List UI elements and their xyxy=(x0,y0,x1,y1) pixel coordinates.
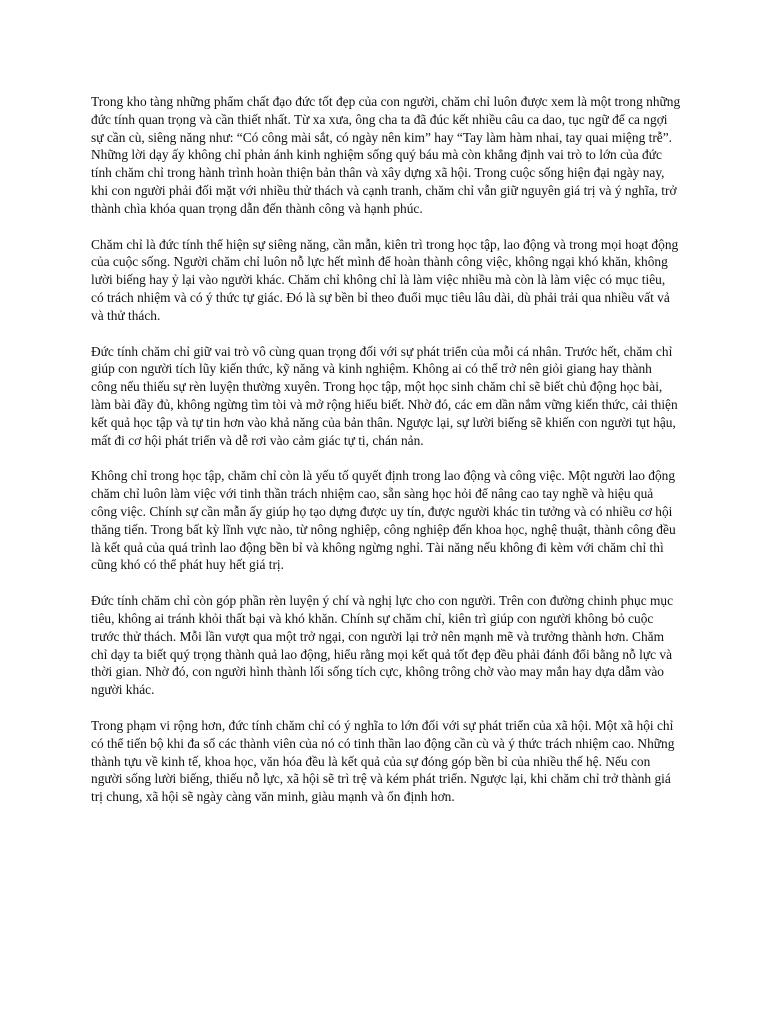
document-body xyxy=(91,93,681,824)
paragraph-1: Trong kho tàng những phẩm chất đạo đức tốt đẹp của con người, chăm chỉ luôn được xem là một trong những đức tính quan trọng và cần thiết nhất. Từ xa xưa, ông cha ta đã đúc kết nhiều câu ca dao, tục ngữ để ca ngợi sự cần cù, siêng năng như: “Có công mài sắt, có ngày nên kim” hay “Tay làm hàm nhai, tay quai miệng trễ”. Những lời dạy ấy không chỉ phản ánh kinh nghiệm sống quý báu mà còn khẳng định vai trò to lớn của đức tính chăm chỉ trong hành trình hoàn thiện bản thân và xây dựng xã hội. Trong cuộc sống hiện đại ngày nay, khi con người phải đối mặt với nhiều thử thách và cạnh tranh, chăm chỉ vẫn giữ nguyên giá trị và ý nghĩa, trở thành chìa khóa quan trọng dẫn đến thành công và hạnh phúc. xyxy=(91,94,681,216)
paragraph-6: Trong phạm vi rộng hơn, đức tính chăm chỉ có ý nghĩa to lớn đối với sự phát triển của xã hội. Một xã hội chỉ có thể tiến bộ khi đa số các thành viên của nó có tinh thần lao động cần cù và ý thức trách nhiệm cao. Những thành tựu về kinh tế, khoa học, văn hóa đều là kết quả của sự đóng góp bền bỉ của nhiều thế hệ. Nếu con người sống lười biếng, thiếu nỗ lực, xã hội sẽ trì trệ và kém phát triển. Ngược lại, khi chăm chỉ trở thành giá trị chung, xã hội sẽ ngày càng văn minh, giàu mạnh và ổn định hơn. xyxy=(91,717,675,805)
paragraph-4: Không chỉ trong học tập, chăm chỉ còn là yếu tố quyết định trong lao động và công việc. Một người lao động chăm chỉ luôn làm việc với tinh thần trách nhiệm cao, sẵn sàng học hỏi để nâng cao tay nghề và hiệu quả công việc. Chính sự cần mẫn ấy giúp họ tạo dựng được uy tín, được người khác tin tưởng và có nhiều cơ hội thăng tiến. Trong bất kỳ lĩnh vực nào, từ nông nghiệp, công nghiệp đến khoa học, nghệ thuật, thành công đều là kết quả của quá trình lao động bền bỉ và không ngừng nghỉ. Tài năng nếu không đi kèm với chăm chỉ thì cũng khó có thể phát huy hết giá trị. xyxy=(91,468,676,573)
paragraph-5: Đức tính chăm chỉ còn góp phần rèn luyện ý chí và nghị lực cho con người. Trên con đường chinh phục mục tiêu, không ai tránh khỏi thất bại và khó khăn. Chính sự chăm chỉ, kiên trì giúp con người không bỏ cuộc trước thử thách. Mỗi lần vượt qua một trở ngại, con người lại trở nên mạnh mẽ và trưởng thành hơn. Chăm chỉ dạy ta biết quý trọng thành quả lao động, hiểu rằng mọi kết quả tốt đẹp đều phải đánh đổi bằng nỗ lực và thời gian. Nhờ đó, con người hình thành lối sống tích cực, không trông chờ vào may mắn hay dựa dẫm vào người khác. xyxy=(91,593,674,698)
paragraph-2: Chăm chỉ là đức tính thể hiện sự siêng năng, cần mẫn, kiên trì trong học tập, lao động và trong mọi hoạt động của cuộc sống. Người chăm chỉ luôn nỗ lực hết mình để hoàn thành công việc, không ngại khó khăn, không lười biếng hay ỷ lại vào người khác. Chăm chỉ không chỉ là làm việc nhiều mà còn là làm việc có mục tiêu, có trách nhiệm và có ý thức tự giác. Đó là sự bền bỉ theo đuổi mục tiêu lâu dài, dù phải trải qua nhiều vất vả và thử thách. xyxy=(91,236,679,323)
paragraph-3: Đức tính chăm chỉ giữ vai trò vô cùng quan trọng đối với sự phát triển của mỗi cá nhân. Trước hết, chăm chỉ giúp con người tích lũy kiến thức, kỹ năng và kinh nghiệm. Không ai có thể trở nên giỏi giang hay thành công nếu thiếu sự rèn luyện thường xuyên. Trong học tập, một học sinh chăm chỉ sẽ biết chủ động học bài, làm bài đầy đủ, không ngừng tìm tòi và mở rộng hiểu biết. Nhờ đó, các em dần nắm vững kiến thức, cải thiện kết quả học tập và tự tin hơn vào khả năng của bản thân. Ngược lại, sự lười biếng sẽ khiến con người tụt hậu, mất đi cơ hội phát triển và dễ rơi vào cảm giác tự ti, chán nản. xyxy=(91,343,678,448)
